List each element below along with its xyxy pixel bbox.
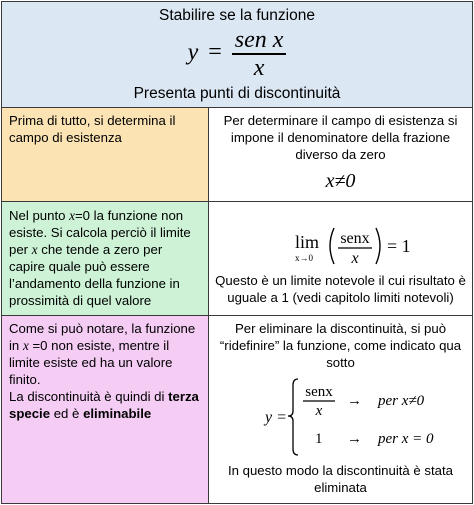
piecewise-formula: [215, 375, 474, 457]
header-title: Stabilire se la funzione: [159, 7, 315, 24]
row2-right-cell: [208, 201, 473, 316]
limit-formula: [215, 214, 474, 272]
header-cell: [1, 1, 473, 108]
row3-left-bold-terza-specie: terza specie: [9, 389, 199, 421]
header-subtitle: Presenta punti di discontinuità: [133, 84, 341, 102]
row2-left-text-1: Nel punto: [9, 208, 70, 223]
row2-left-var-x: x: [69, 208, 75, 223]
case1-denominator: x: [315, 403, 323, 419]
row3-right-text: Per eliminare la discontinuità, si può “ridefinire” la funzione, come indicato qua sotto: [219, 321, 462, 370]
left-paren: [330, 228, 334, 264]
lim-word: lim: [295, 232, 320, 252]
row3-left-text-1: Come si può notare, la funzione in: [9, 321, 196, 353]
formula-denominator: x: [253, 54, 265, 81]
formula-y: y: [187, 39, 199, 66]
case1-arrow: →: [347, 393, 362, 409]
row1-formula: x≠0: [325, 170, 356, 192]
row3-left-text-2: =0 non esiste, mentre il limite esiste ed ha un valore finito.: [9, 338, 173, 387]
formula-numerator: sen x: [234, 27, 284, 53]
row2-left-cell: [1, 201, 209, 316]
case1-condition: per x≠0: [378, 393, 425, 409]
row1-left-cell: [1, 107, 209, 202]
row3-left-bold-eliminabile: eliminabile: [83, 406, 152, 421]
case1-numerator: senx: [305, 384, 333, 400]
row3-left-text-4: ed è: [50, 406, 84, 421]
row3-left-text-3: La discontinuità è quindi di: [9, 389, 169, 404]
case2-value: 1: [315, 431, 323, 447]
piecewise-brace: [288, 379, 298, 455]
row2-left-text-3: che tende a zero per capire quale può essere l’andamento della funzione in prossimità di quel valore: [9, 242, 180, 308]
piecewise-lhs: y =: [265, 409, 287, 426]
limit-numerator: senx: [340, 230, 370, 247]
formula-fraction: [232, 27, 287, 81]
row1-left-text: Prima di tutto, si determina il campo di esistenza: [9, 113, 176, 145]
header-formula: [2, 27, 472, 81]
row2-right-text: Questo è un limite notevole il cui risultato è uguale a 1 (vedi capitolo limiti notevoli): [215, 273, 466, 305]
row3-right-cell: [208, 315, 473, 504]
row3-right-footer: In questo modo la discontinuità è stata eliminata: [227, 463, 454, 495]
row1-right-cell: [208, 107, 473, 202]
limit-denominator: x: [351, 250, 359, 267]
case2-arrow: →: [347, 431, 362, 447]
row2-left-text-2: =0 la funzione non esiste. Si calcola perciò il limite per: [9, 208, 191, 257]
lim-subscript: x→0: [295, 253, 313, 263]
row2-left-var-x2: x: [31, 242, 38, 257]
right-paren: [376, 228, 380, 264]
case2-condition: per x = 0: [378, 431, 434, 447]
row3-left-var-x: x: [22, 338, 29, 353]
row1-right-text: Per determinare il campo di esistenza si impone il denominatore della frazione diverso da zero: [223, 113, 458, 162]
row3-left-cell: [1, 315, 209, 504]
limit-result: = 1: [387, 236, 411, 256]
formula-equals: =: [208, 39, 222, 66]
